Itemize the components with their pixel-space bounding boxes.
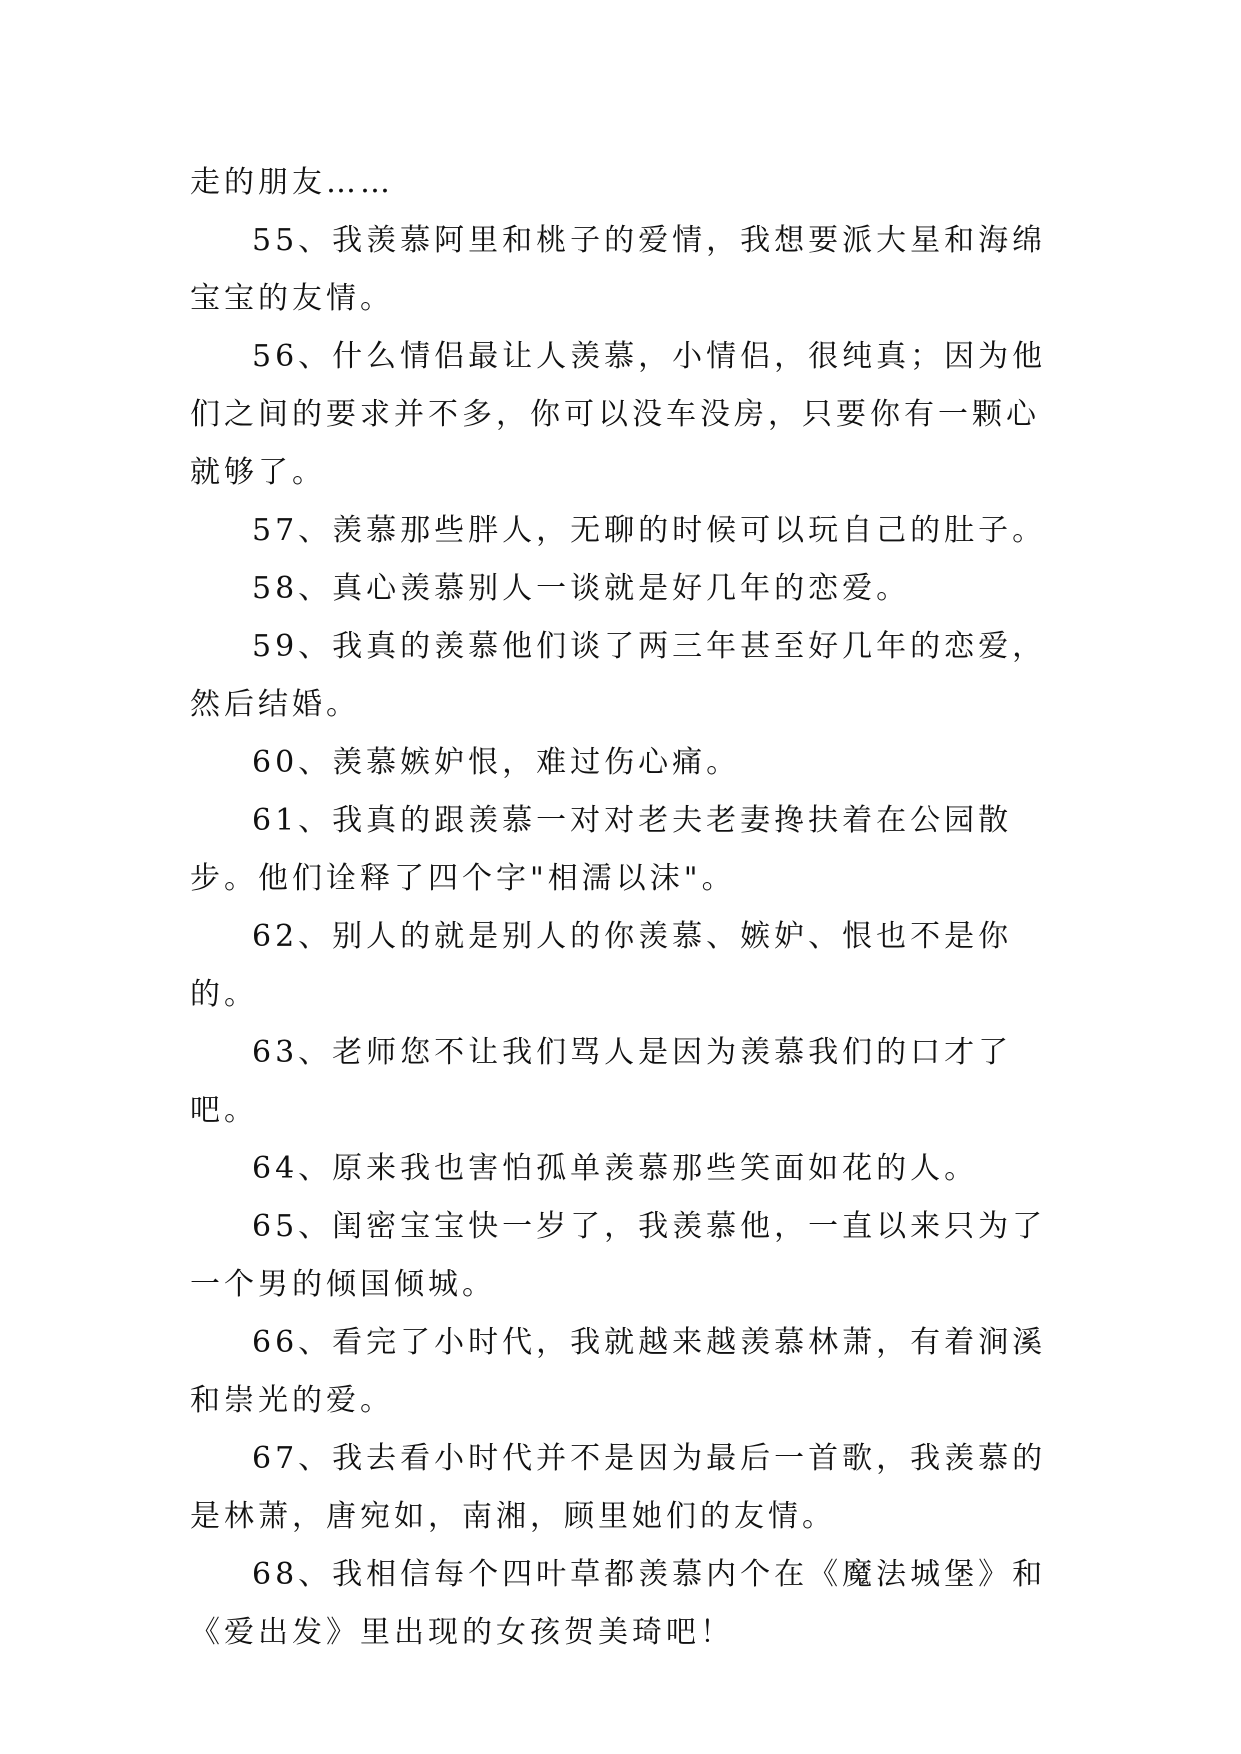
paragraph-57: 57、羡慕那些胖人，无聊的时候可以玩自己的肚子。 [252, 513, 1047, 548]
paragraph-67: 67、我去看小时代并不是因为最后一首歌，我羡慕的是林萧，唐宛如，南湘，顾里她们的友情。 [190, 1441, 1047, 1534]
paragraph-64: 64、原来我也害怕孤单羡慕那些笑面如花的人。 [252, 1151, 979, 1186]
paragraph-68: 68、我相信每个四叶草都羡慕内个在《魔法城堡》和《爱出发》里出现的女孩贺美琦吧！ [190, 1557, 1047, 1650]
paragraph-59: 59、我真的羡慕他们谈了两三年甚至好几年的恋爱，然后结婚。 [190, 629, 1047, 722]
paragraph-65: 65、闺密宝宝快一岁了，我羡慕他，一直以来只为了一个男的倾国倾城。 [190, 1209, 1047, 1302]
paragraph-63: 63、老师您不让我们骂人是因为羡慕我们的口才了吧。 [190, 1035, 1013, 1128]
paragraph-58: 58、真心羡慕别人一谈就是好几年的恋爱。 [252, 571, 911, 606]
paragraph-56: 56、什么情侣最让人羡慕，小情侣，很纯真；因为他们之间的要求并不多，你可以没车没房，只要你有一颗心就够了。 [190, 339, 1047, 490]
paragraph-60: 60、羡慕嫉妒恨，难过伤心痛。 [252, 745, 741, 780]
document-body [190, 154, 1050, 1662]
paragraph-continuation: 走的朋友…… [190, 165, 394, 200]
paragraph-55: 55、我羡慕阿里和桃子的爱情，我想要派大星和海绵宝宝的友情。 [190, 223, 1047, 316]
paragraph-66: 66、看完了小时代，我就越来越羡慕林萧，有着涧溪和崇光的爱。 [190, 1325, 1047, 1418]
paragraph-62: 62、别人的就是别人的你羡慕、嫉妒、恨也不是你的。 [190, 919, 1013, 1012]
paragraph-61: 61、我真的跟羡慕一对对老夫老妻搀扶着在公园散步。他们诠释了四个字"相濡以沫"。 [190, 803, 1013, 896]
